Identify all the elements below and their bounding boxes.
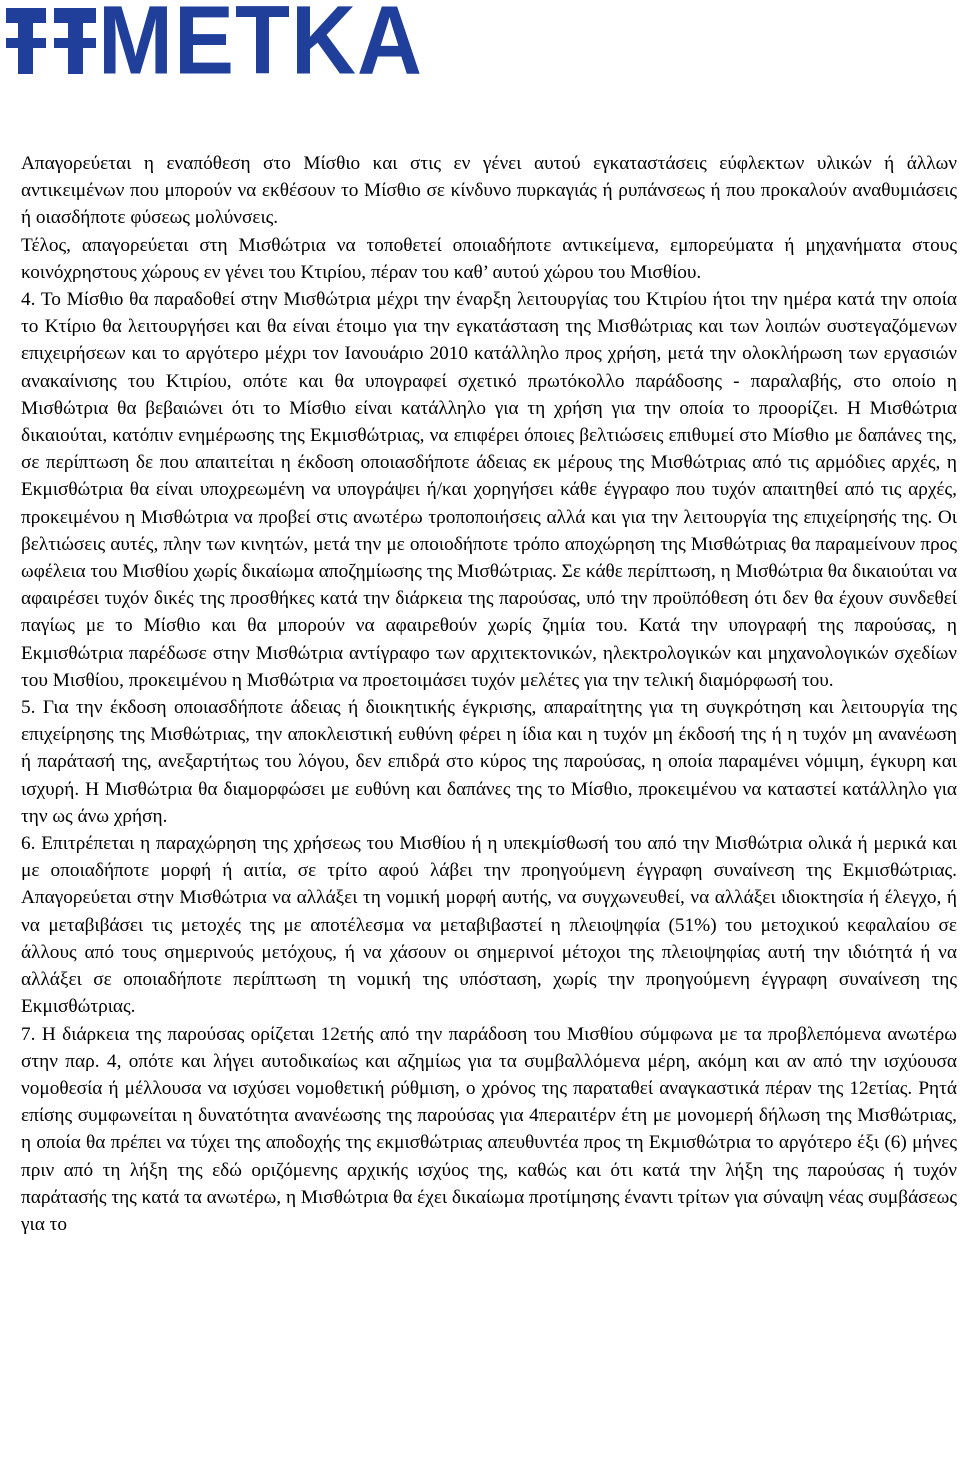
paragraph-clause-7: 7. Η διάρκεια της παρούσας ορίζεται 12ετής από την παράδοση του Μισθίου σύμφωνα με τα προβλεπόμενα ανωτέρω στην παρ. 4, οπότε και λήγει αυτοδικαίως και αζημίως για τα συμβαλλόμενα μέρη, ακόμη και αν από την ισχύουσα νομοθεσία ή μέλλουσα να ισχύσει νομοθετική ρύθμιση, ο χρόνος της παραταθεί αναγκαστικά πέραν της 12ετίας. Ρητά επίσης συμφωνείται η δυνατότητα ανανέωσης της παρούσας για 4περαιτέρν έτη με μονομερή δήλωση της Μισθώτριας, η οποία θα πρέπει να τύχει της αποδοχής της εκμισθώτριας απευθυντέα προς τη Εκμισθώτρια το αργότερο έξι (6) μήνες πριν από τη λήξη της εδώ οριζόμενης αρχικής ισχύος της, καθώς και ότι κατά την λήξη της παρούσας ή τυχόν παράτασής της κατά τα ανωτέρω, η Μισθώτρια θα έχει δικαίωμα προτίμησης έναντι τρίτων για σύναψη νέας συμβάσεως για το [21,1023,957,1235]
paragraph-clause-4: 4. Το Μίσθιο θα παραδοθεί στην Μισθώτρια μέχρι την έναρξη λειτουργίας του Κτιρίου ήτοι την ημέρα κατά την οποία το Κτίριο θα λειτουργήσει και θα είναι έτοιμο για την εγκατάσταση της Μισθώτριας και των λοιπών συστεγαζόμενων επιχειρήσεων και το αργότερο μέχρι τον Ιανουάριο 2010 κατάλληλο προς χρήση, μετά την ολοκλήρωση των εργασιών ανακαίνισης του Κτιρίου, οπότε και θα υπογραφεί σχετικό πρωτόκολλο παράδοσης - παραλαβής, στο οποίο η Μισθώτρια θα βεβαιώνει ότι το Μίσθιο είναι κατάλληλο για τη χρήση για την οποία το προορίζει. Η Μισθώτρια δικαιούται, κατόπιν ενημέρωσης της Εκμισθώτριας, να επιφέρει όποιες βελτιώσεις επιθυμεί στο Μίσθιο με δαπάνες της, σε περίπτωση δε που απαιτείται η έκδοση οποιασδήποτε άδειας εκ μέρους της Μισθώτριας από τις αρμόδιες αρχές, η Εκμισθώτρια θα είναι υποχρεωμένη να υπογράψει ή/και χορηγήσει κάθε έγγραφο που τυχόν απαιτηθεί από τις αρχές, προκειμένου η Μισθώτρια να προβεί στις ανωτέρω τροποποιήσεις αλλά και για την λειτουργία της επιχείρησής της. Οι βελτιώσεις αυτές, πλην των κινητών, μετά την με οποιοδήποτε τρόπο αποχώρηση της Μισθώτριας θα παραμείνουν προς ωφέλεια του Μισθίου χωρίς δικαίωμα αποζημίωσης της Μισθώτριας. Σε κάθε περίπτωση, η Μισθώτρια θα δικαιούται να αφαιρέσει τυχόν δικές της προσθήκες κατά την διάρκεια της παρούσας, υπό την προϋπόθεση ότι δεν θα έχουν συνδεθεί παγίως με το Μίσθιο και θα μπορούν να αφαιρεθούν χωρίς ζημία του. Κατά την υπογραφή της παρούσας, η Εκμισθώτρια παρέδωσε στην Μισθώτρια αντίγραφο των αρχιτεκτονικών, ηλεκτρολογικών και μηχανολογικών σχεδίων του Μισθίου, προκειμένου η Μισθώτρια να προετοιμάσει τυχόν μελέτες για την τελική διαμόρφωσή του. [21,289,957,691]
paragraph-common-areas: Τέλος, απαγορεύεται στη Μισθώτρια να τοποθετεί οποιαδήποτε αντικείμενα, εμπορεύματα ή μηχανήματα στους κοινόχρηστους χώρους εν γένει του Κτιρίου, πέραν του καθ’ αυτού χώρου του Μισθίου. [21,234,957,283]
logo-wordmark: METKA [98,0,423,95]
metka-logo-mark-icon [6,8,96,74]
paragraph-clause-5: 5. Για την έκδοση οποιασδήποτε άδειας ή διοικητικής έγκρισης, απαραίτητης για τη συγκρότηση και λειτουργία της επιχείρησης της Μισθώτριας, την αποκλειστική ευθύνη φέρει η ίδια και η τυχόν μη έκδοσή της ή η τυχόν μη ανανέωση ή παράτασή της, ανεξαρτήτως του λόγου, δεν επιδρά στο κύρος της παρούσας, η οποία παραμένει νόμιμη, έγκυρη και ισχυρή. Η Μισθώτρια θα διαμορφώσει με ευθύνη και δαπάνες της το Μίσθιο, προκειμένου να καταστεί κατάλληλο για την ως άνω χρήση. [21,697,957,827]
document-body [21,150,957,1238]
paragraph-prohibition-flammables: Απαγορεύεται η εναπόθεση στο Μίσθιο και στις εν γένει αυτού εγκαταστάσεις εύφλεκτων υλικών ή άλλων αντικειμένων που μπορούν να εκθέσουν το Μίσθιο σε κίνδυνο πυρκαγιάς ή ρυπάνσεως ή που προκαλούν αναθυμιάσεις ή οιασδήποτε φύσεως μολύνσεις. [21,153,957,229]
paragraph-clause-6: 6. Επιτρέπεται η παραχώρηση της χρήσεως του Μισθίου ή η υπεκμίσθωσή του από την Μισθώτρια ολικά ή μερικά και με οποιαδήποτε μορφή ή αιτία, σε τρίτο αφού λάβει την προηγούμενη έγγραφη συναίνεση της Εκμισθώτριας. Απαγορεύεται στην Μισθώτρια να αλλάξει τη νομική μορφή αυτής, να συγχωνευθεί, να αλλάξει ιδιοκτησία ή έλεγχο, ή να μεταβιβάσει τις μετοχές της με αποτέλεσμα να μεταβιβαστεί η πλειοψηφία (51%) του μετοχικού κεφαλαίου σε άλλους από τους σημερινούς μετόχους, ή να χάσουν οι σημερινοί μέτοχοι της πλειοψηφίας αυτή την ιδιότητά ή να αλλάξει σε οποιαδήποτε περίπτωση τη νομική της υπόσταση, χωρίς την προηγούμενη έγγραφη συναίνεση της Εκμισθώτριας. [21,833,957,1018]
company-logo [6,0,423,95]
